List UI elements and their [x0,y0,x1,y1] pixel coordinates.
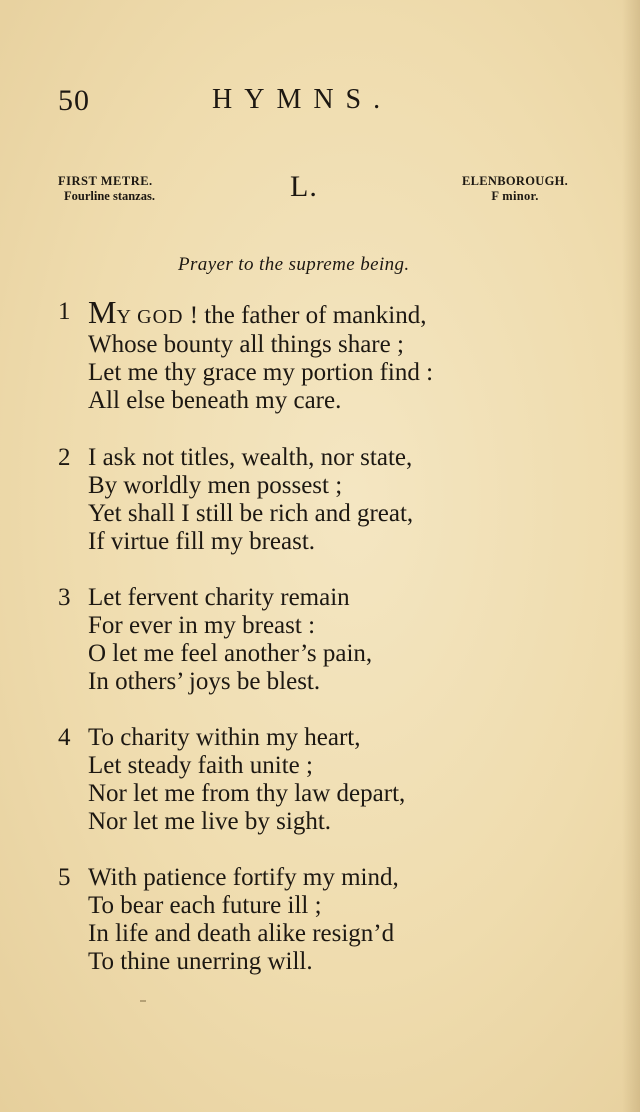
verse-line: With patience fortify my mind, [88,864,399,891]
verse-line: In others’ joys be blest. [88,668,321,695]
verse-line: To thine unerring will. [88,948,313,975]
stanza [58,864,399,976]
hymn-number: L. [290,170,318,203]
verse-line: In life and death alike resign’d [88,920,395,947]
stanza-number: 4 [58,724,71,751]
stanza [58,584,372,696]
stanza [58,444,413,556]
verse-line: Yet shall I still be rich and great, [88,500,414,527]
stanza-number: 1 [58,298,71,325]
verse-line: To charity within my heart, [88,724,361,751]
verse-line: By worldly men possest ; [88,472,343,499]
verse-line: To bear each future ill ; [88,892,322,919]
ink-speck [140,1000,146,1002]
page-number: 50 [58,84,90,117]
drop-cap: M [88,294,117,330]
verse-line: Nor let me live by sight. [88,808,332,835]
verse-line [58,294,433,331]
spine-shadow [622,0,640,1112]
stanza [58,294,434,415]
small-caps: Y GOD [116,306,184,328]
hymn-subtitle: Prayer to the supreme being. [178,254,410,275]
metre-stanza-form: Fourline stanzas. [64,189,155,203]
stanza-number: 3 [58,584,71,611]
verse-line: All else beneath my care. [88,387,342,414]
stanza-number: 5 [58,864,71,891]
verse-line: Nor let me from thy law depart, [88,780,406,807]
verse-line: Let me thy grace my portion find : [88,359,434,386]
stanza [58,724,405,836]
verse-line: I ask not titles, wealth, nor state, [88,444,413,471]
tune-key: F minor. [491,189,539,203]
verse-line: Let steady faith unite ; [88,752,313,779]
stanza-number: 2 [58,444,71,471]
verse-line: If virtue fill my breast. [88,528,316,555]
verse-line-rest: ! the father of mankind, [183,302,427,329]
tune-label [462,174,568,204]
verse-line: Let fervent charity remain [88,584,350,611]
metre-label [58,174,155,204]
metre-name: FIRST METRE. [58,174,153,188]
verse-line: Whose bounty all things share ; [88,331,404,358]
verse-line: For ever in my breast : [88,612,316,639]
tune-name: ELENBOROUGH. [462,174,569,188]
verse-line: O let me feel another’s pain, [88,640,373,667]
running-head: HYMNS. [212,84,393,115]
